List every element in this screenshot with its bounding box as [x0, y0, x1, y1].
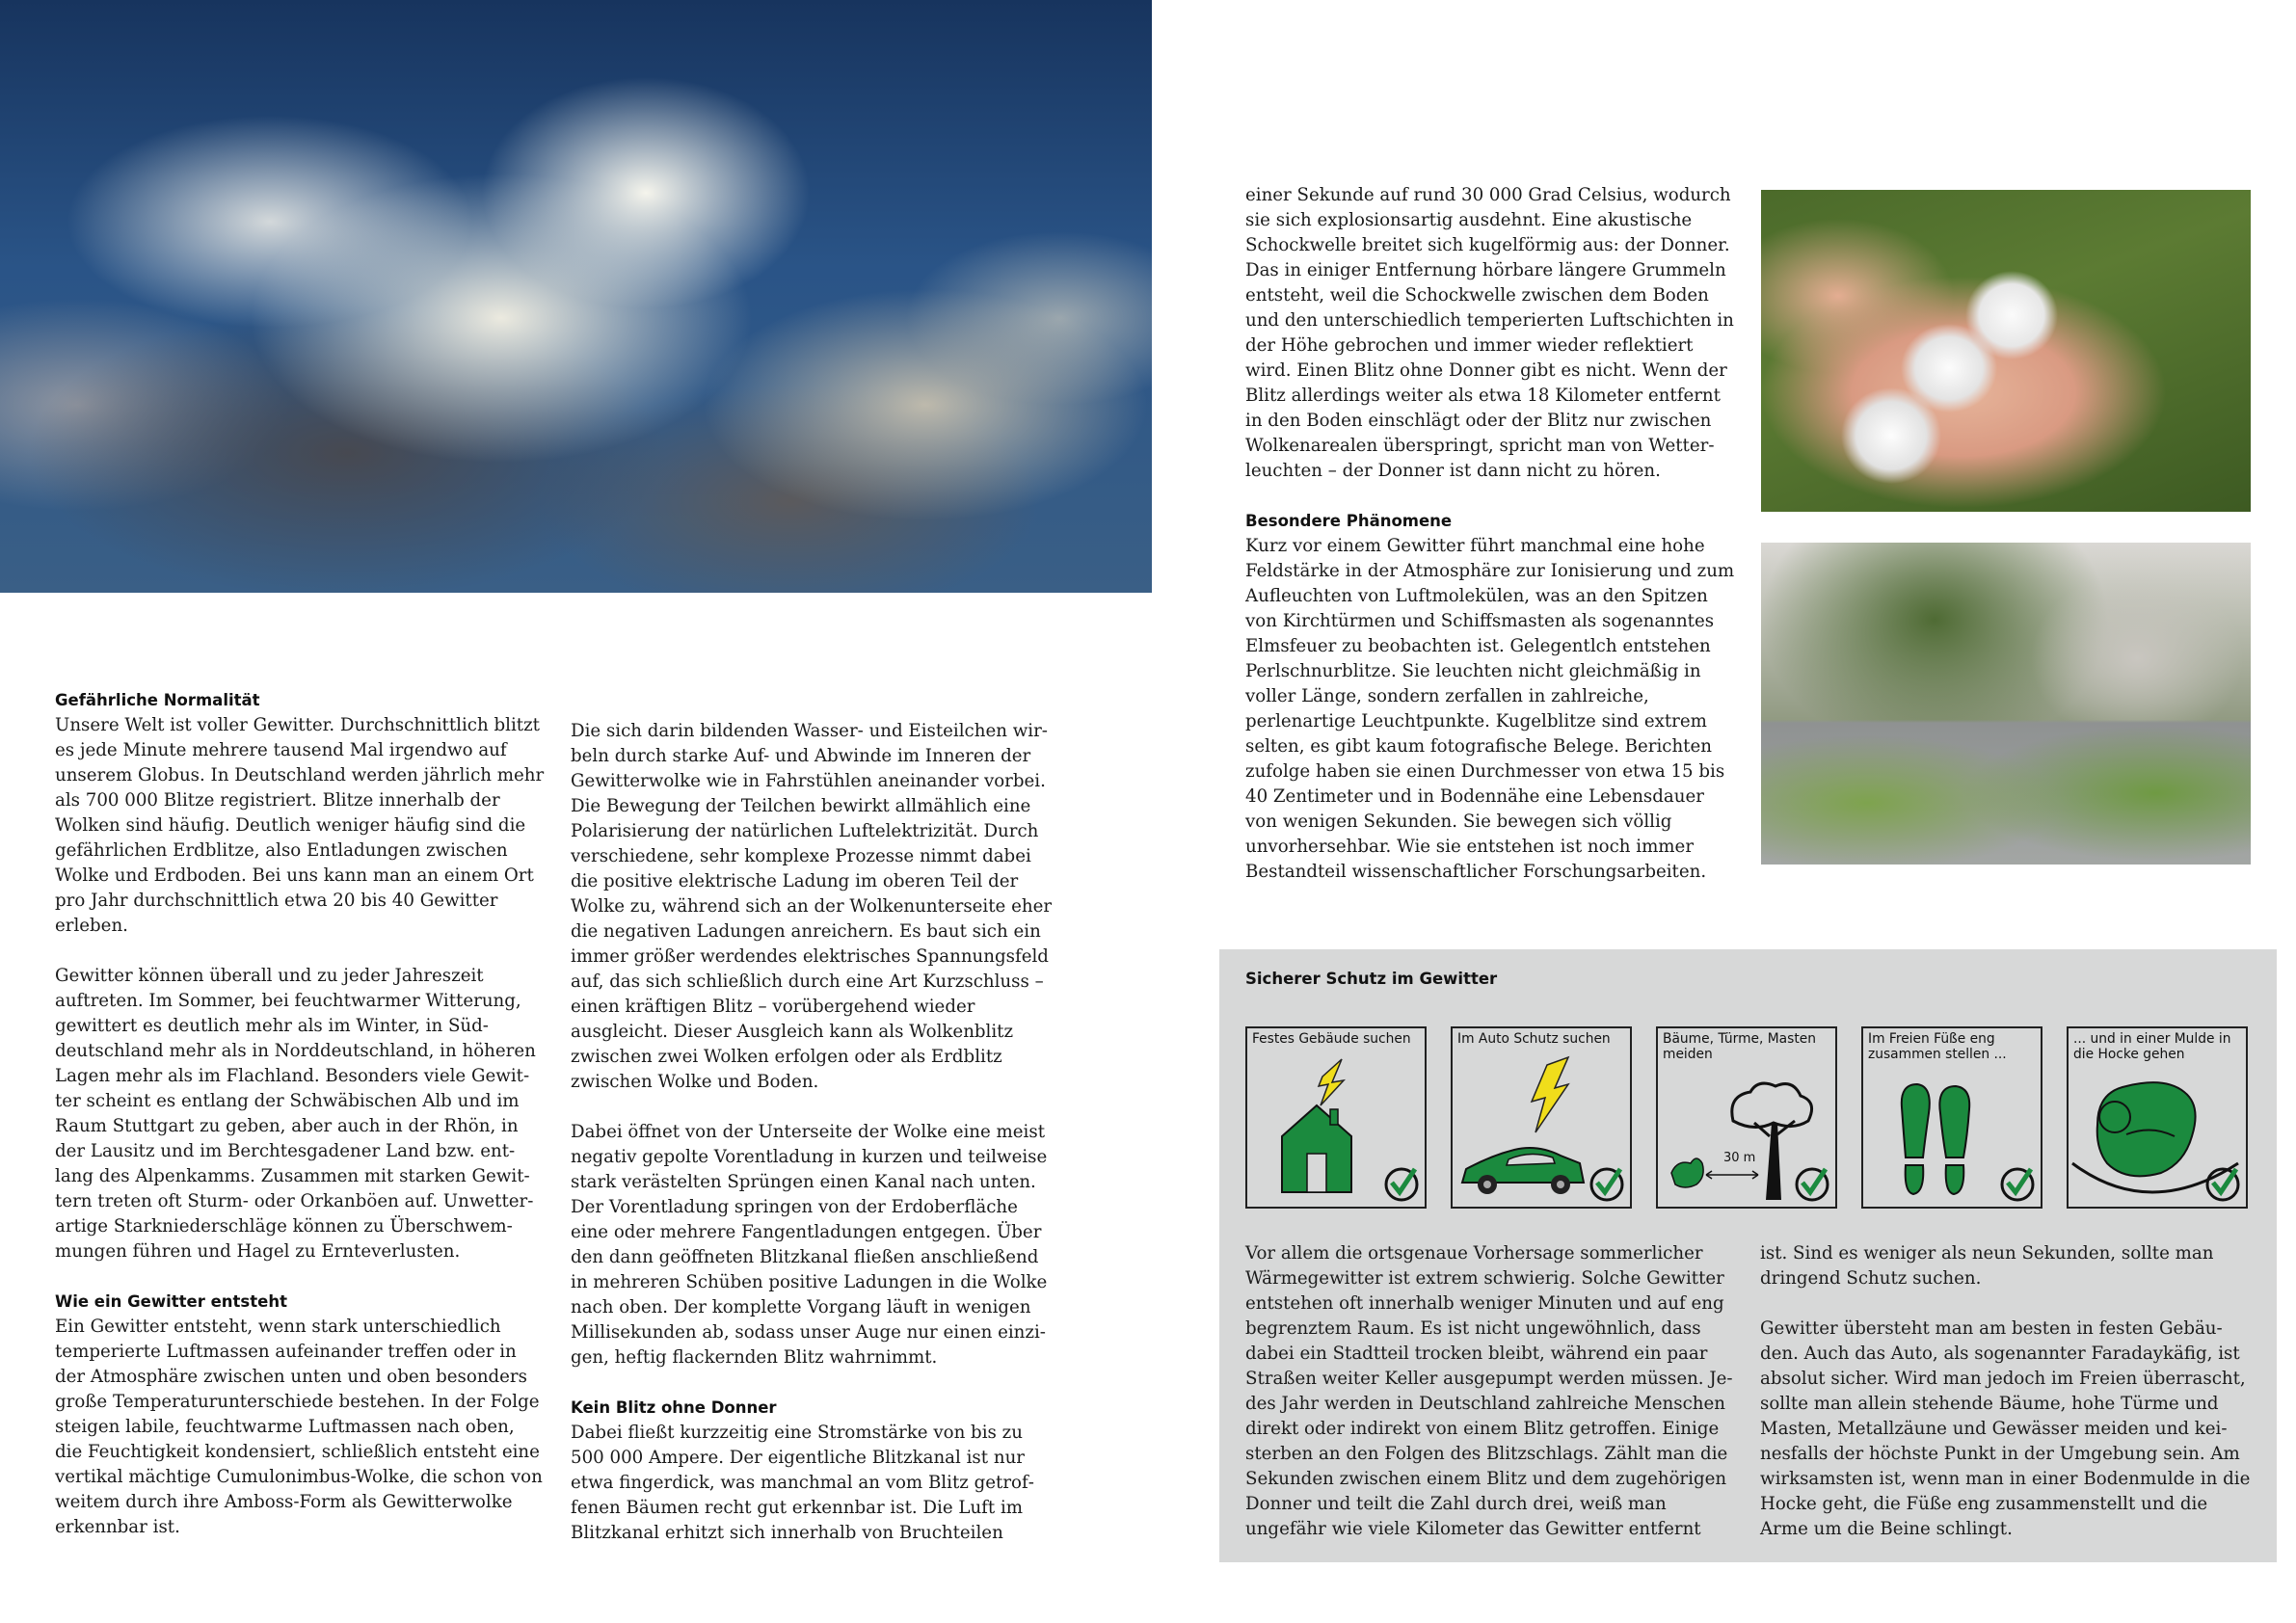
column-3 — [1245, 183, 1741, 885]
heading-wie-ein-gewitter-entsteht: Wie ein Gewitter entsteht — [55, 1292, 287, 1311]
storm-photo — [1761, 543, 2251, 865]
paragraph: Dabei fließt kurzzeitig eine Stromstärke von bis zu 500 000 Ampere. Der eigentliche Blitzkanal ist nur etwa fingerdick, was manchmal an vom Blitz getroffenen Bäumen recht gut erkennbar ist. Die Luft im Blitzkanal erhitzt sich innerhalb von Bruchteilen — [571, 1423, 1034, 1543]
safety-text-right — [1760, 1241, 2252, 1542]
cloud-photo — [0, 0, 1152, 593]
heading-besondere-phaenomene: Besondere Phänomene — [1245, 512, 1453, 530]
tip-card-crouch — [2067, 1026, 2248, 1209]
tip-label: Im Freien Füße eng zusammen stellen ... — [1868, 1031, 2007, 1062]
tip-card-car — [1451, 1026, 1632, 1209]
tip-label: ... und in einer Mulde in die Hocke gehen — [2073, 1031, 2231, 1062]
car-icon — [1453, 1028, 1630, 1207]
tip-label: Festes Gebäude suchen — [1252, 1031, 1411, 1047]
hail-photo — [1761, 190, 2251, 512]
house-icon — [1247, 1028, 1425, 1207]
safety-text-left — [1245, 1241, 1737, 1542]
paragraph: Gewitter übersteht man am besten in festen Gebäuden. Auch das Auto, als sogenannter Faradaykäfig, ist absolut sicher. Wird man jedoch im Freien überrascht, sollte man allein stehende Bäume, hohe Türme und Masten, Metallzäune und Gewässer meiden und keinesfalls der höchste Punkt in der Umgebung sein. Am wirksamsten ist, wenn man in einer Bodenmulde in die Hocke geht, die Füße eng zusammenstellt und die Arme um die Beine schlingt. — [1760, 1318, 2251, 1539]
paragraph: Vor allem die ortsgenaue Vorhersage sommerlicher Wärmegewitter ist extrem schwierig. Solche Gewitter entstehen oft innerhalb weniger Minuten und auf eng begrenztem Raum. Es ist nicht ungewöhnlich, dass dabei ein Stadtteil trocken bleibt, während ein paar Straßen weiter Keller ausgepumpt werden müssen. Jedes Jahr werden in Deutschland zahlreiche Menschen direkt oder indirekt von einem Blitz getroffen. Einige sterben an den Folgen des Blitzschlags. Zählt man die Sekunden zwischen einem Blitz und dem zugehörigen Donner und teilt die Zahl durch drei, weiß man ungefähr wie viele Kilometer das Gewitter entfernt — [1245, 1243, 1733, 1539]
check-icon — [1658, 1028, 1835, 1207]
paragraph: Unsere Welt ist voller Gewitter. Durchschnittlich blitzt es jede Minute mehrere tausend Mal irgendwo auf unserem Globus. In Deutschland werden jährlich mehr als 700 000 Blitze registriert. Blitze innerhalb der Wolken sind häufig. Deutlich weniger häufig sind die gefährlichen Erdblitze, also Entladungen zwischen Wolke und Erdboden. Bei uns kann man an einem Ort pro Jahr durchschnittlich etwa 20 bis 40 Gewitter erleben. — [55, 715, 545, 936]
tip-label: Bäume, Türme, Masten meiden — [1663, 1031, 1816, 1062]
feet-icon — [1863, 1028, 2041, 1207]
tip-card-feet — [1861, 1026, 2042, 1209]
paragraph: Gewitter können überall und zu jeder Jahreszeit auftreten. Im Sommer, bei feuchtwarmer Witterung, gewittert es deutlich mehr als im Winter, in Süddeutschland mehr als in Norddeutschland, in höheren Lagen mehr als im Flachland. Besonders viele Gewitter scheint es entlang der Schwäbischen Alb und im Raum Stuttgart zu geben, aber auch in der Rhön, in der Lausitz und im Berchtesgadener Land bzw. entlang des Alpenkamms. Zusammen mit starken Gewittern treten oft Sturm- oder Orkanböen auf. Unwetterartige Starkniederschläge können zu Überschwemmungen führen und Hagel zu Ernteverlusten. — [55, 966, 536, 1262]
paragraph: Kurz vor einem Gewitter führt manchmal eine hohe Feldstärke in der Atmosphäre zur Ionisierung und zum Aufleuchten von Luftmolekülen, was an den Spitzen von Kirchtürmen und Schiffsmasten als sogenanntes Elmsfeuer zu beobachten ist. Gelegentlch entstehen Perlschnurblitze. Sie leuchten nicht gleichmäßig in voller Länge, sondern zerfallen in zahlreiche, perlenartige Leuchtpunkte. Kugelblitze sind extrem selten, es gibt kaum fotografische Belege. Berichten zufolge haben sie einen Durchmesser von etwa 15 bis 40 Zentimeter und in Bodennähe eine Lebensdauer von wenigen Sekunden. Sie bewegen sich völlig unvorhersehbar. Wie sie entstehen ist noch immer Bestandteil wissenschaftlicher Forschungsarbeiten. — [1245, 536, 1735, 882]
paragraph: Die sich darin bildenden Wasser- und Eisteilchen wirbeln durch starke Auf- und Abwinde im Inneren der Gewitterwolke wie in Fahrstühlen aneinander vorbei. Die Bewegung der Teilchen bewirkt allmählich eine Polarisierung der natürlichen Luftelektrizität. Durch verschiedene, sehr komplexe Prozesse nimmt dabei die positive elektrische Ladung im oberen Teil der Wolke zu, während sich an der Wolkenunterseite eher die negativen Ladungen anreichern. Es baut sich ein immer größer werdendes elektrisches Spannungsfeld auf, das sich schließlich durch eine Art Kurzschluss – einen kräftigen Blitz – vorübergehend wieder ausgleicht. Dieser Ausgleich kann als Wolkenblitz zwischen zwei Wolken erfolgen oder als Erdblitz zwischen Wolke und Boden. — [571, 721, 1053, 1092]
heading-gefaehrliche-normalitaet: Gefährliche Normalität — [55, 691, 260, 709]
crouch-icon — [2069, 1028, 2246, 1207]
paragraph: ist. Sind es weniger als neun Sekunden, sollte man dringend Schutz suchen. — [1760, 1243, 2214, 1289]
paragraph: Ein Gewitter entsteht, wenn stark unterschiedlich temperierte Luftmassen aufeinander treffen oder in der Atmosphäre zwischen unten und oben besonders große Temperaturunterschiede bestehen. In der Folge steigen labile, feuchtwarme Luftmassen nach oben, die Feuchtigkeit kondensiert, schließlich entsteht eine vertikal mächtige Cumulonimbus-Wolke, die schon von weitem durch ihre Amboss-Form als Gewitterwolke erkennbar ist. — [55, 1317, 543, 1537]
safety-title: Sicherer Schutz im Gewitter — [1245, 970, 1498, 988]
tip-card-building — [1245, 1026, 1427, 1209]
safety-box — [1219, 949, 2277, 1562]
paragraph: Dabei öffnet von der Unterseite der Wolke eine meist negativ gepolte Vorentladung in kurzen und teilweise stark verästelten Sprüngen einen Kanal nach unten. Der Vorentladung springen von der Erdoberfläche eine oder mehrere Fangentladungen entgegen. Über den dann geöffneten Blitzkanal fließen anschließend in mehreren Schüben positive Ladungen in die Wolke nach oben. Der komplette Vorgang läuft in wenigen Millisekunden ab, sodass unser Auge nur einen einzigen, heftig flackernden Blitz wahrnimmt. — [571, 1122, 1048, 1368]
paragraph: einer Sekunde auf rund 30 000 Grad Celsius, wodurch sie sich explosionsartig ausdehnt. Eine akustische Schockwelle breitet sich kugelförmig aus: der Donner. Das in einiger Entfernung hörbare längere Grummeln entsteht, weil die Schockwelle zwischen dem Boden und den unterschiedlich temperierten Luftschichten in der Höhe gebrochen und immer wieder reflektiert wird. Einen Blitz ohne Donner gibt es nicht. Wenn der Blitz allerdings weiter als etwa 18 Kilometer entfernt in den Boden einschlägt oder der Blitz nur zwischen Wolkenarealen überspringt, spricht man von Wetterleuchten – der Donner ist dann nicht zu hören. — [1245, 185, 1734, 481]
heading-kein-blitz-ohne-donner: Kein Blitz ohne Donner — [571, 1398, 777, 1417]
column-2 — [571, 719, 1058, 1546]
distance-label: 30 m — [1723, 1151, 1756, 1165]
tip-card-tree — [1656, 1026, 1837, 1209]
tip-label: Im Auto Schutz suchen — [1457, 1031, 1611, 1047]
column-1 — [55, 688, 547, 1540]
